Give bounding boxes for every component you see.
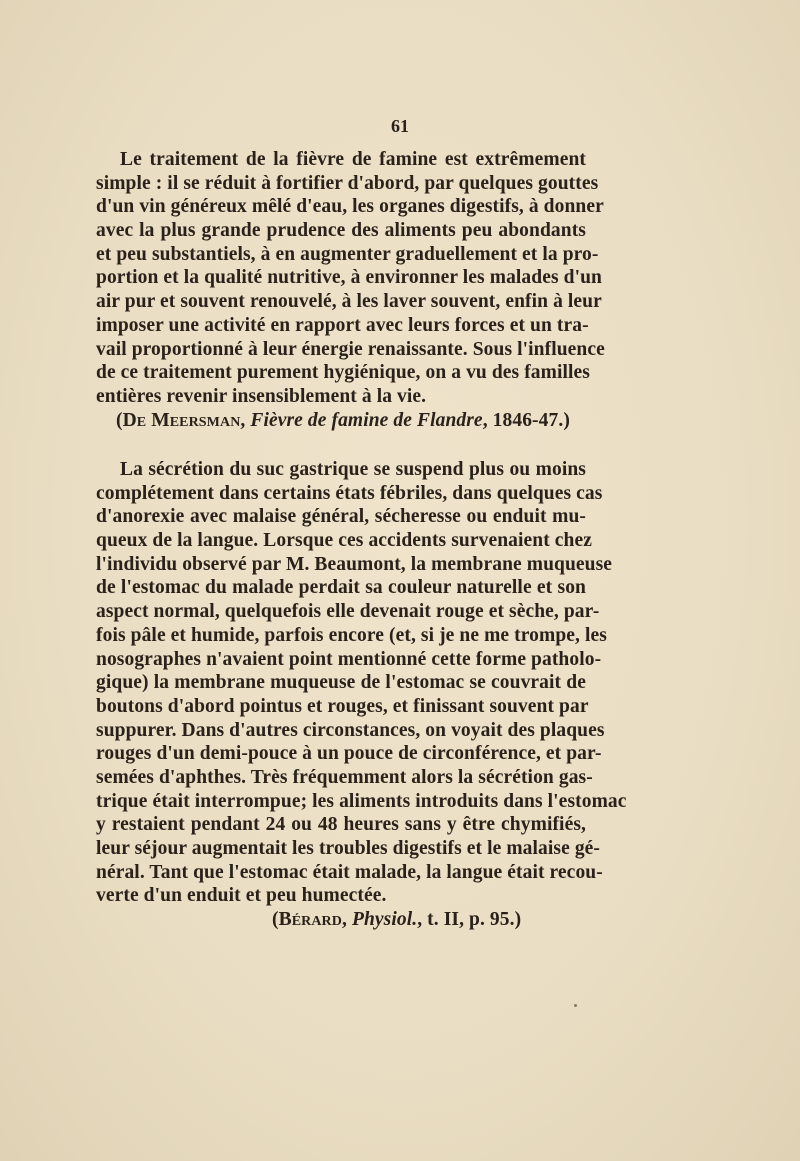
text-line: verte d'un enduit et peu humectée. bbox=[96, 885, 387, 907]
text-line: suppurer. Dans d'autres circonstances, on voyait des plaques bbox=[96, 719, 605, 741]
citation-work: Physiol. bbox=[351, 909, 418, 931]
text-line: avec la plus grande prudence des aliments peu abondants bbox=[96, 220, 586, 242]
page-number: 61 bbox=[391, 116, 409, 136]
text-line: d'anorexie avec malaise général, sécheresse ou enduit mu- bbox=[96, 506, 586, 528]
text-line: Le traitement de la fièvre de famine est extrêmement bbox=[120, 149, 586, 170]
text-line: et peu substantiels, à en augmenter graduellement et la pro- bbox=[96, 243, 599, 265]
citation-tail: , t. II, p. 95.) bbox=[417, 909, 522, 931]
text-line: rouges d'un demi-pouce à un pouce de circonférence, et par- bbox=[96, 743, 602, 765]
text-line: l'individu observé par M. Beaumont, la membrane muqueuse bbox=[96, 553, 613, 575]
text-line: d'un vin généreux mêlé d'eau, les organes digestifs, à donner bbox=[96, 196, 604, 218]
citation-berard bbox=[96, 908, 586, 932]
citation-open: ( bbox=[116, 409, 123, 431]
text-line: vail proportionné à leur énergie renaissante. Sous l'influence bbox=[96, 338, 605, 360]
paragraph-gastric-secretion bbox=[96, 458, 627, 932]
text-line: imposer une activité en rapport avec leurs forces et un tra- bbox=[96, 314, 589, 336]
text-line: simple : il se réduit à fortifier d'abord, par quelques gouttes bbox=[96, 172, 599, 194]
citation-sep: , bbox=[341, 909, 352, 931]
text-line: portion et la qualité nutritive, à environner les malades d'un bbox=[96, 267, 603, 289]
text-line: La sécrétion du suc gastrique se suspend plus ou moins bbox=[120, 459, 586, 480]
text-line: gique) la membrane muqueuse de l'estomac se couvrait de bbox=[96, 672, 586, 694]
citation-de-meersman bbox=[96, 409, 586, 433]
text-line: boutons d'abord pointus et rouges, et finissant souvent par bbox=[96, 695, 589, 717]
ink-speck bbox=[574, 1004, 577, 1007]
citation-author: De Meersman bbox=[122, 409, 241, 431]
text-line: leur séjour augmentait les troubles digestifs et le malaise gé- bbox=[96, 838, 601, 859]
citation-work: Fièvre de famine de Flandre bbox=[250, 409, 483, 431]
text-line: de ce traitement purement hygiénique, on a vu des familles bbox=[96, 362, 590, 384]
paragraph-famine-fever bbox=[96, 148, 605, 432]
citation-open: ( bbox=[272, 909, 279, 931]
text-line: néral. Tant que l'estomac était malade, la langue était recou- bbox=[96, 861, 603, 883]
text-line: trique était interrompue; les aliments introduits dans l'estomac bbox=[96, 790, 627, 812]
citation-sep: , bbox=[240, 409, 251, 431]
text-line: aspect normal, quelquefois elle devenait rouge et sèche, par- bbox=[96, 601, 600, 623]
text-line: fois pâle et humide, parfois encore (et, si je ne me trompe, les bbox=[96, 624, 607, 646]
text-line: complétement dans certains états fébriles, dans quelques cas bbox=[96, 482, 603, 504]
citation-tail: , 1846-47.) bbox=[482, 409, 570, 431]
text-line: de l'estomac du malade perdait sa couleur naturelle et son bbox=[96, 577, 586, 599]
text-line: entières revenir insensiblement à la vie. bbox=[96, 385, 427, 407]
text-line: semées d'aphthes. Très fréquemment alors la sécrétion gas- bbox=[96, 766, 593, 788]
text-line: nosographes n'avaient point mentionné cette forme patholo- bbox=[96, 648, 602, 670]
text-line: y restaient pendant 24 ou 48 heures sans y être chymifiés, bbox=[96, 814, 586, 836]
text-line: air pur et souvent renouvelé, à les laver souvent, enfin à leur bbox=[96, 291, 602, 313]
text-line: queux de la langue. Lorsque ces accidents survenaient chez bbox=[96, 530, 593, 552]
citation-author: Bérard bbox=[278, 909, 342, 931]
